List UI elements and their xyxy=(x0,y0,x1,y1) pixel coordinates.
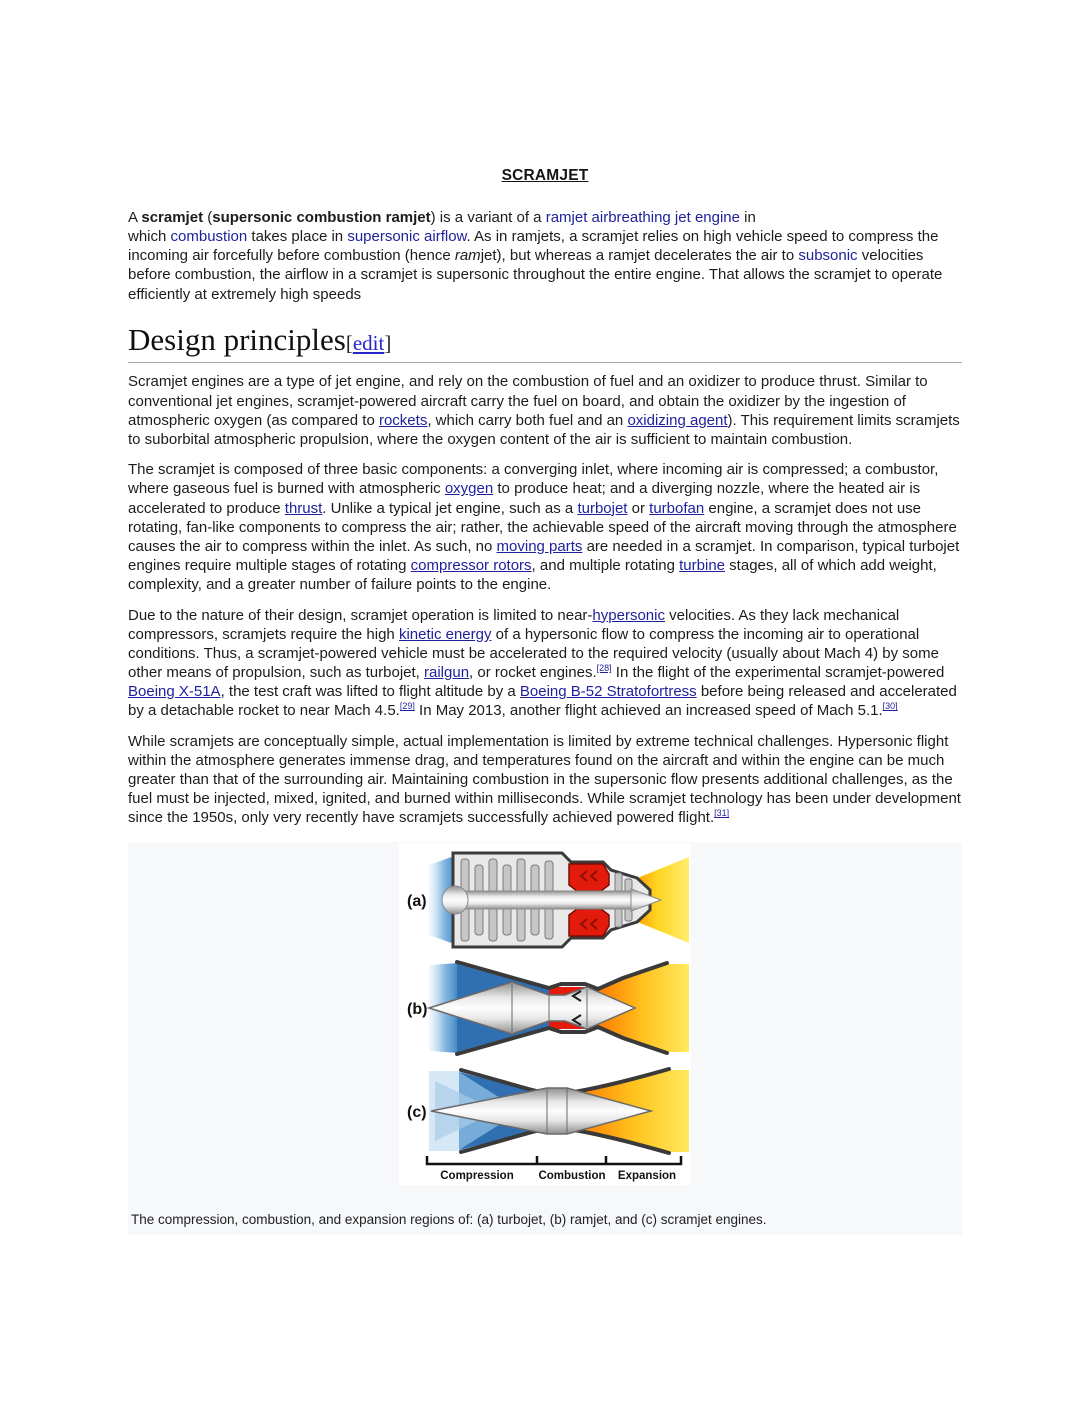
inline-link[interactable]: compressor rotors xyxy=(410,557,532,575)
text-segment: velocities. As they lack mechanical compressors, scramjets require the high xyxy=(128,606,900,643)
engine-figure-box xyxy=(128,842,962,1236)
turbojet-diagram xyxy=(407,853,689,947)
text-segment: or xyxy=(627,499,650,517)
text-segment: In the flight of the experimental scramjet-powered xyxy=(611,664,945,682)
inline-link[interactable]: combustion xyxy=(170,228,248,246)
label-b: (b) xyxy=(407,1000,428,1018)
text-segment: , which carry both fuel and an xyxy=(427,411,628,429)
inline-link[interactable]: thrust xyxy=(284,499,323,517)
paragraph-design-3 xyxy=(128,606,962,721)
edit-link[interactable]: edit xyxy=(352,330,385,355)
text-segment: , the test craft was lifted to flight altitude by a xyxy=(220,683,520,701)
document-content xyxy=(128,166,962,1235)
inline-link[interactable]: turbine xyxy=(679,557,726,575)
inline-link[interactable]: hypersonic xyxy=(592,606,665,624)
inline-link[interactable]: turbofan xyxy=(649,499,705,517)
engine-diagram-image xyxy=(399,843,691,1185)
text-segment: of a hypersonic flow to compress the incoming air to operational conditions. Thus, a scramjet-powered vehicle must be accelerated to the required velocity (usually about Mach 4) by some other means of propulsion, such as turbojet, xyxy=(128,625,939,682)
inline-link[interactable]: railgun xyxy=(424,664,470,682)
text-segment: The scramjet is composed of three basic components: a converging inlet, where incoming air is compressed; a combustor, where gaseous fuel is burned with atmospheric xyxy=(128,461,939,498)
text-segment: , and multiple rotating xyxy=(531,557,680,575)
reference-link[interactable]: [31] xyxy=(714,808,730,819)
reference-link[interactable]: [30] xyxy=(882,701,898,712)
text-segment: ( xyxy=(203,208,213,226)
text-segment: In May 2013, another flight achieved an increased speed of Mach 5.1. xyxy=(414,702,883,720)
section-heading-text: Design principles xyxy=(128,321,346,357)
edit-section xyxy=(346,331,392,355)
region-label-combustion: Combustion xyxy=(538,1169,606,1182)
reference-link[interactable]: [28] xyxy=(596,663,612,674)
text-segment: A xyxy=(128,208,142,226)
inline-link[interactable]: rockets xyxy=(378,411,428,429)
text-segment: before being released and accelerated by a detachable rocket to near Mach 4.5. xyxy=(128,683,957,720)
text-segment: to produce heat; and a diverging nozzle, where the heated air is accelerated to produce xyxy=(128,480,921,517)
region-scale-bar xyxy=(427,1156,681,1182)
text-segment: . Unlike a typical jet engine, such as a xyxy=(322,499,578,517)
text-segment: in xyxy=(740,208,756,226)
text-segment: supersonic combustion ramjet xyxy=(212,208,431,226)
paragraph-design-4 xyxy=(128,732,962,828)
text-segment: jet), but whereas a ramjet decelerates the air to xyxy=(480,247,799,265)
text-segment: While scramjets are conceptually simple, actual implementation is limited by extreme technical challenges. Hypersonic flight within the atmosphere generates immense drag, and temperatures found on the aircraft and within the engine can be much greater than that of the surrounding air. Maintaining combustion in the supersonic flow presents additional challenges, as the fuel must be injected, mixed, ignited, and burned within milliseconds. While scramjet technology has been under development since the 1950s, only very recently have scramjets successfully achieved powered flight. xyxy=(128,732,961,827)
edit-bracket-open: [ xyxy=(345,330,353,355)
text-segment: ram xyxy=(454,247,481,265)
text-segment: ) is a variant of a xyxy=(430,208,546,226)
reference-link[interactable]: [29] xyxy=(399,701,415,712)
text-segment: stages, all of which add weight, complexity, and a greater number of failure points to the engine. xyxy=(128,557,937,594)
inline-link[interactable]: oxidizing agent xyxy=(627,411,728,429)
inline-link[interactable]: subsonic xyxy=(798,247,858,265)
paragraph-design-2 xyxy=(128,460,962,594)
inline-link[interactable]: Boeing B-52 Stratofortress xyxy=(519,683,697,701)
inline-link[interactable]: ramjet airbreathing jet engine xyxy=(545,208,740,226)
inline-link[interactable]: kinetic energy xyxy=(398,625,492,643)
text-segment: ). This requirement limits scramjets to suborbital atmospheric propulsion, where the oxygen content of the air is sufficient to maintain combustion. xyxy=(128,411,960,448)
inline-link[interactable]: supersonic airflow xyxy=(347,228,467,246)
paragraph-design-1 xyxy=(128,372,962,449)
text-segment: Due to the nature of their design, scramjet operation is limited to near- xyxy=(128,606,593,624)
region-label-expansion: Expansion xyxy=(617,1169,677,1182)
inline-link[interactable]: turbojet xyxy=(577,499,628,517)
engine-diagrams-svg xyxy=(399,843,691,1185)
text-segment: are needed in a scramjet. In comparison, typical turbojet engines require multiple stages of rotating xyxy=(128,537,960,575)
label-a: (a) xyxy=(407,892,427,910)
text-segment: which xyxy=(128,228,171,246)
edit-bracket-close: ] xyxy=(384,330,392,355)
inline-link[interactable]: oxygen xyxy=(444,480,494,498)
text-segment: , or rocket engines. xyxy=(469,664,597,682)
text-segment: . As in ramjets, a scramjet relies on high vehicle speed to compress the incoming air forcefully before combustion (hence xyxy=(128,228,939,265)
ramjet-diagram xyxy=(407,962,689,1054)
text-segment: Scramjet engines are a type of jet engine, and rely on the combustion of fuel and an oxidizer to produce thrust. Similar to conventional jet engines, scramjet-powered aircraft carry the fuel on board, and obtain the oxidizer by the ingestion of atmospheric oxygen (as compared to xyxy=(128,373,928,429)
inline-link[interactable]: moving parts xyxy=(496,537,583,555)
page-title: SCRAMJET xyxy=(501,167,589,184)
text-segment: takes place in xyxy=(247,228,348,246)
scramjet-diagram xyxy=(407,1069,689,1153)
label-c: (c) xyxy=(407,1103,427,1121)
text-segment: velocities before combustion, the airflow in a scramjet is supersonic throughout the entire engine. That allows the scramjet to operate efficiently at extremely high speeds xyxy=(128,247,943,303)
intro-paragraph xyxy=(128,208,962,304)
section-heading xyxy=(128,320,962,364)
text-segment: engine, a scramjet does not use rotating, fan-like components to compress the air; rather, the achievable speed of the aircraft moving through the atmosphere causes the air to compress within the inlet. As such, no xyxy=(128,499,957,555)
inline-link[interactable]: Boeing X-51A xyxy=(128,683,221,701)
figure-caption: The compression, combustion, and expansion regions of: (a) turbojet, (b) ramjet, and (c) scramjet engines. xyxy=(131,1211,767,1227)
region-label-compression: Compression xyxy=(440,1169,514,1182)
text-segment: scramjet xyxy=(141,208,204,226)
